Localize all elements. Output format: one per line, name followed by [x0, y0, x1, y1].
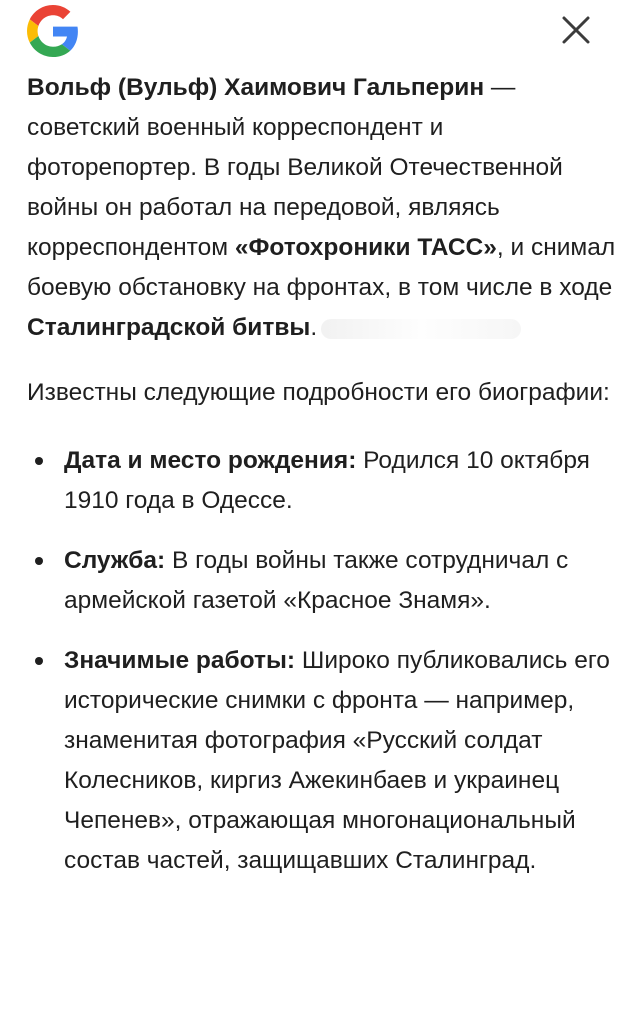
list-item	[27, 541, 617, 621]
battle-name: Сталинградской битвы	[27, 314, 311, 341]
fact-label: Служба:	[64, 547, 166, 574]
fact-text: В годы войны также сотрудничал с армейской газетой «Красное Знамя».	[64, 547, 569, 614]
ai-answer	[27, 68, 617, 901]
facts-list	[27, 441, 617, 881]
agency-name: «Фотохроники ТАСС»	[234, 234, 497, 261]
top-bar	[0, 0, 640, 64]
bullet-icon	[35, 657, 43, 665]
lead-paragraph: Известны следующие подробности его биографии:	[27, 379, 610, 406]
person-name: Вольф (Вульф) Хаимович Гальперин	[27, 74, 485, 101]
bullet-icon	[35, 457, 43, 465]
fact-text: Родился 10 октября 1910 года в Одессе.	[64, 447, 590, 514]
close-button[interactable]	[554, 8, 598, 52]
intro-paragraph	[27, 68, 617, 348]
bullet-icon	[35, 557, 43, 565]
list-item	[27, 441, 617, 521]
loading-shimmer	[321, 319, 521, 339]
close-icon	[561, 15, 591, 45]
fact-label: Дата и место рождения:	[64, 447, 357, 474]
list-item	[27, 641, 617, 881]
intro-text-3: .	[310, 314, 318, 341]
fact-text: Широко публиковались его исторические снимки с фронта — например, знаменитая фотография «Русский солдат Колесников, киргиз Ажекинбаев и украинец Чепенев», отражающая многонациональный состав частей, защищавших Сталинград.	[64, 647, 610, 874]
intro-text-1: — советский военный корреспондент и фоторепортер. В годы Великой Отечественной войны он работал на передовой, являясь корреспондентом	[27, 74, 563, 261]
google-g-icon[interactable]	[27, 5, 79, 57]
intro-text-2: , и снимал боевую обстановку на фронтах, в том числе в ходе	[27, 234, 616, 301]
fact-label: Значимые работы:	[64, 647, 296, 674]
